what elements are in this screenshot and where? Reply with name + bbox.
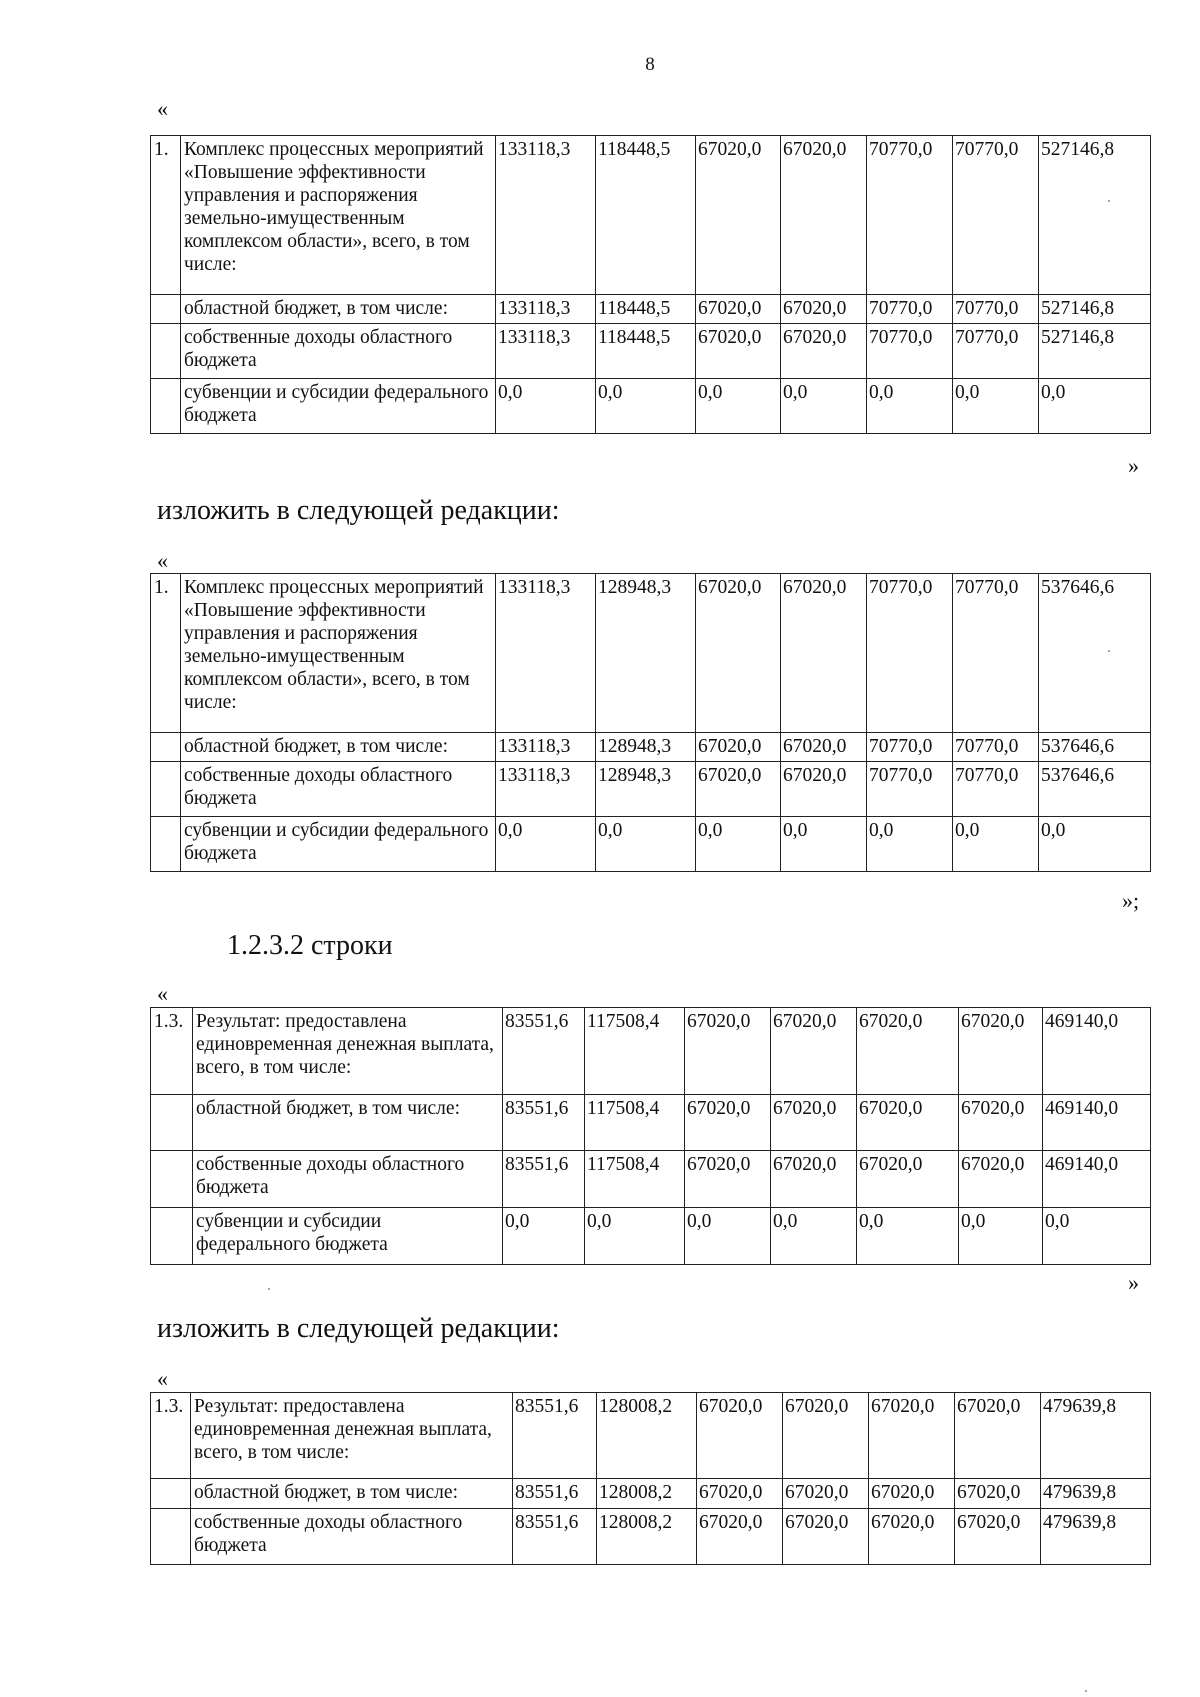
value-cell: 83551,6 xyxy=(503,1151,585,1208)
value-cell: 83551,6 xyxy=(513,1509,597,1565)
open-quote: « xyxy=(157,548,168,573)
value-cell: 527146,8 xyxy=(1039,324,1151,379)
row-index xyxy=(151,379,181,434)
table-row xyxy=(151,1095,1151,1151)
value-cell: 70770,0 xyxy=(867,295,953,324)
value-cell: 67020,0 xyxy=(781,295,867,324)
replace-phrase: изложить в следующей редакции: xyxy=(157,1313,560,1344)
scan-speck xyxy=(1108,200,1110,202)
value-cell: 70770,0 xyxy=(953,733,1039,762)
value-cell: 0,0 xyxy=(867,817,953,872)
value-cell: 118448,5 xyxy=(596,295,696,324)
value-cell: 133118,3 xyxy=(496,136,596,295)
row-index xyxy=(151,733,181,762)
row-label: областной бюджет, в том числе: xyxy=(193,1095,503,1151)
value-cell: 83551,6 xyxy=(503,1095,585,1151)
table-row xyxy=(151,324,1151,379)
value-cell: 67020,0 xyxy=(857,1008,959,1095)
open-quote: « xyxy=(157,96,168,121)
table-row xyxy=(151,1008,1151,1095)
value-cell: 0,0 xyxy=(953,817,1039,872)
value-cell: 537646,6 xyxy=(1039,733,1151,762)
value-cell: 67020,0 xyxy=(697,1509,783,1565)
value-cell: 117508,4 xyxy=(585,1095,685,1151)
value-cell: 67020,0 xyxy=(685,1151,771,1208)
row-index xyxy=(151,295,181,324)
value-cell: 0,0 xyxy=(685,1208,771,1265)
value-cell: 133118,3 xyxy=(496,574,596,733)
table-row xyxy=(151,817,1151,872)
value-cell: 67020,0 xyxy=(781,136,867,295)
value-cell: 128008,2 xyxy=(597,1509,697,1565)
value-cell: 67020,0 xyxy=(783,1479,869,1509)
value-cell: 0,0 xyxy=(781,379,867,434)
table-row xyxy=(151,574,1151,733)
row-index xyxy=(151,762,181,817)
value-cell: 128948,3 xyxy=(596,574,696,733)
value-cell: 128008,2 xyxy=(597,1393,697,1479)
row-index: 1. xyxy=(151,574,181,733)
value-cell: 0,0 xyxy=(1039,379,1151,434)
value-cell: 70770,0 xyxy=(953,574,1039,733)
value-cell: 118448,5 xyxy=(596,324,696,379)
value-cell: 67020,0 xyxy=(771,1008,857,1095)
value-cell: 0,0 xyxy=(503,1208,585,1265)
table-row xyxy=(151,379,1151,434)
value-cell: 479639,8 xyxy=(1041,1509,1151,1565)
value-cell: 537646,6 xyxy=(1039,574,1151,733)
value-cell: 128008,2 xyxy=(597,1479,697,1509)
value-cell: 70770,0 xyxy=(867,574,953,733)
value-cell: 67020,0 xyxy=(869,1479,955,1509)
value-cell: 67020,0 xyxy=(783,1509,869,1565)
value-cell: 133118,3 xyxy=(496,324,596,379)
value-cell: 133118,3 xyxy=(496,733,596,762)
row-index: 1.3. xyxy=(151,1008,193,1095)
value-cell: 70770,0 xyxy=(867,136,953,295)
value-cell: 118448,5 xyxy=(596,136,696,295)
value-cell: 479639,8 xyxy=(1041,1393,1151,1479)
value-cell: 83551,6 xyxy=(513,1393,597,1479)
value-cell: 537646,6 xyxy=(1039,762,1151,817)
table-new-complex xyxy=(150,573,1151,872)
row-label: собственные доходы областного бюджета xyxy=(191,1509,513,1565)
value-cell: 67020,0 xyxy=(697,1479,783,1509)
row-label: субвенции и субсидии федерального бюджета xyxy=(193,1208,503,1265)
value-cell: 117508,4 xyxy=(585,1151,685,1208)
value-cell: 0,0 xyxy=(953,379,1039,434)
row-index: 1. xyxy=(151,136,181,295)
table-row xyxy=(151,1208,1151,1265)
page-number: 8 xyxy=(645,54,655,75)
table-row xyxy=(151,1393,1151,1479)
value-cell: 67020,0 xyxy=(685,1095,771,1151)
table-row xyxy=(151,762,1151,817)
table-new-result xyxy=(150,1392,1151,1565)
scan-speck xyxy=(1108,650,1110,652)
value-cell: 0,0 xyxy=(585,1208,685,1265)
row-label: Комплекс процессных мероприятий «Повышение эффективности управления и распоряжения земельно-имущественным комплексом области», всего, в том числе: xyxy=(181,574,496,733)
value-cell: 67020,0 xyxy=(781,324,867,379)
scan-speck xyxy=(268,1288,270,1290)
value-cell: 0,0 xyxy=(1039,817,1151,872)
value-cell: 67020,0 xyxy=(869,1509,955,1565)
value-cell: 0,0 xyxy=(857,1208,959,1265)
row-label: субвенции и субсидии федерального бюджета xyxy=(181,379,496,434)
value-cell: 0,0 xyxy=(596,817,696,872)
value-cell: 70770,0 xyxy=(867,762,953,817)
value-cell: 67020,0 xyxy=(771,1151,857,1208)
value-cell: 67020,0 xyxy=(696,733,781,762)
value-cell: 83551,6 xyxy=(503,1008,585,1095)
value-cell: 67020,0 xyxy=(959,1095,1043,1151)
value-cell: 67020,0 xyxy=(696,324,781,379)
open-quote: « xyxy=(157,1366,168,1391)
value-cell: 0,0 xyxy=(959,1208,1043,1265)
value-cell: 469140,0 xyxy=(1043,1151,1151,1208)
value-cell: 128948,3 xyxy=(596,733,696,762)
value-cell: 67020,0 xyxy=(959,1151,1043,1208)
table-row xyxy=(151,733,1151,762)
row-label: Результат: предоставлена единовременная денежная выплата, всего, в том числе: xyxy=(193,1008,503,1095)
row-label: собственные доходы областного бюджета xyxy=(181,324,496,379)
value-cell: 67020,0 xyxy=(857,1151,959,1208)
row-label: собственные доходы областного бюджета xyxy=(193,1151,503,1208)
value-cell: 67020,0 xyxy=(685,1008,771,1095)
value-cell: 67020,0 xyxy=(781,574,867,733)
close-quote: » xyxy=(1128,1270,1139,1295)
value-cell: 128948,3 xyxy=(596,762,696,817)
row-label: областной бюджет, в том числе: xyxy=(191,1479,513,1509)
value-cell: 70770,0 xyxy=(953,762,1039,817)
value-cell: 67020,0 xyxy=(869,1393,955,1479)
value-cell: 67020,0 xyxy=(783,1393,869,1479)
value-cell: 67020,0 xyxy=(696,762,781,817)
value-cell: 527146,8 xyxy=(1039,136,1151,295)
value-cell: 0,0 xyxy=(696,817,781,872)
row-index xyxy=(151,1509,191,1565)
row-index xyxy=(151,1479,191,1509)
value-cell: 0,0 xyxy=(867,379,953,434)
value-cell: 0,0 xyxy=(1043,1208,1151,1265)
row-label: Результат: предоставлена единовременная денежная выплата, всего, в том числе: xyxy=(191,1393,513,1479)
row-label: областной бюджет, в том числе: xyxy=(181,295,496,324)
close-quote-semicolon: »; xyxy=(1122,888,1140,913)
value-cell: 70770,0 xyxy=(867,733,953,762)
open-quote: « xyxy=(157,981,168,1006)
value-cell: 67020,0 xyxy=(781,762,867,817)
row-index xyxy=(151,817,181,872)
value-cell: 0,0 xyxy=(496,817,596,872)
value-cell: 67020,0 xyxy=(955,1479,1041,1509)
row-index xyxy=(151,1151,193,1208)
value-cell: 67020,0 xyxy=(955,1393,1041,1479)
value-cell: 469140,0 xyxy=(1043,1008,1151,1095)
row-label: Комплекс процессных мероприятий «Повышение эффективности управления и распоряжения земельно-имущественным комплексом области», всего, в том числе: xyxy=(181,136,496,295)
table-row xyxy=(151,295,1151,324)
table-original-complex xyxy=(150,135,1151,434)
row-label: собственные доходы областного бюджета xyxy=(181,762,496,817)
replace-phrase: изложить в следующей редакции: xyxy=(157,495,560,526)
table-row xyxy=(151,1479,1151,1509)
row-index xyxy=(151,1208,193,1265)
value-cell: 67020,0 xyxy=(696,136,781,295)
table-row xyxy=(151,1151,1151,1208)
table-original-result xyxy=(150,1007,1151,1265)
value-cell: 67020,0 xyxy=(696,574,781,733)
value-cell: 67020,0 xyxy=(697,1393,783,1479)
value-cell: 67020,0 xyxy=(857,1095,959,1151)
value-cell: 133118,3 xyxy=(496,762,596,817)
row-index xyxy=(151,324,181,379)
value-cell: 0,0 xyxy=(696,379,781,434)
close-quote: » xyxy=(1128,453,1139,478)
table-row xyxy=(151,136,1151,295)
value-cell: 67020,0 xyxy=(781,733,867,762)
value-cell: 117508,4 xyxy=(585,1008,685,1095)
value-cell: 70770,0 xyxy=(953,136,1039,295)
value-cell: 469140,0 xyxy=(1043,1095,1151,1151)
value-cell: 0,0 xyxy=(496,379,596,434)
value-cell: 527146,8 xyxy=(1039,295,1151,324)
value-cell: 70770,0 xyxy=(953,295,1039,324)
row-label: субвенции и субсидии федерального бюджета xyxy=(181,817,496,872)
value-cell: 70770,0 xyxy=(867,324,953,379)
value-cell: 0,0 xyxy=(771,1208,857,1265)
row-label: областной бюджет, в том числе: xyxy=(181,733,496,762)
value-cell: 83551,6 xyxy=(513,1479,597,1509)
value-cell: 479639,8 xyxy=(1041,1479,1151,1509)
scan-speck xyxy=(1085,1690,1087,1692)
value-cell: 0,0 xyxy=(596,379,696,434)
value-cell: 70770,0 xyxy=(953,324,1039,379)
row-index: 1.3. xyxy=(151,1393,191,1479)
value-cell: 67020,0 xyxy=(959,1008,1043,1095)
value-cell: 67020,0 xyxy=(696,295,781,324)
section-heading: 1.2.3.2 строки xyxy=(227,930,393,961)
table-row xyxy=(151,1509,1151,1565)
value-cell: 67020,0 xyxy=(771,1095,857,1151)
value-cell: 133118,3 xyxy=(496,295,596,324)
row-index xyxy=(151,1095,193,1151)
value-cell: 0,0 xyxy=(781,817,867,872)
value-cell: 67020,0 xyxy=(955,1509,1041,1565)
